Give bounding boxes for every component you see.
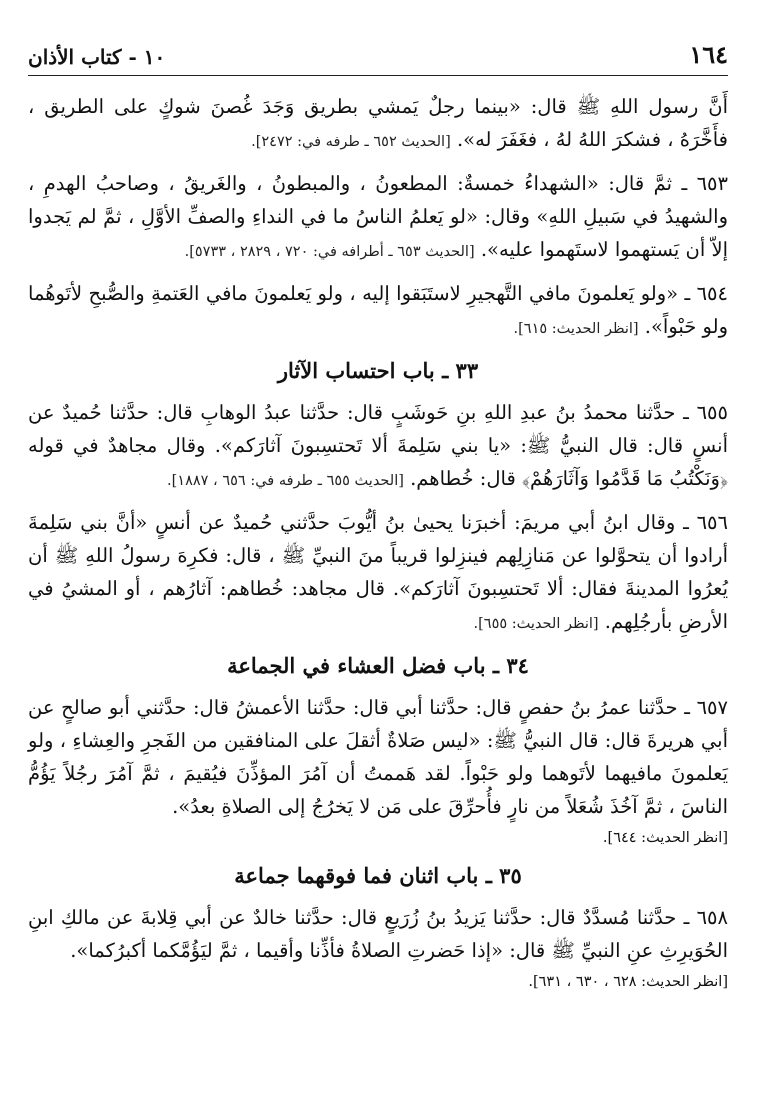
hadith-reference: [انظر الحديث: ٦١٥]. — [513, 321, 639, 337]
chapter-heading-34: ٣٤ ـ باب فضل العشاء في الجماعة — [227, 653, 529, 678]
hadith-658 — [28, 901, 728, 967]
hadith-reference: [الحديث ٦٥٥ ـ طرفه في: ٦٥٦ ، ١٨٨٧]. — [167, 473, 404, 489]
chapter-heading-33: ٣٣ ـ باب احتساب الآثار — [277, 358, 479, 383]
hadith-text: ٦٥٧ ـ حدَّثنا عمرُ بنُ حفصٍ قال: حدَّثنا أبي قال: حدَّثنا الأعمشُ قال: حدَّثني أبو صالحٍ عن أبي هريرةَ قال: قال النبيُّ ﷺ: «ليس صَلاةٌ أثقلَ على المنافقين من الفَجرِ والعِشاءِ ، ولو يَعلمونَ مافيهما لأتَوهما ولو حَبْواً. لقد هَممتُ أن آمُرَ المؤذِّنَ فيُقيمَ ، ثمَّ آمُرَ رجُلاً يَؤُمُّ الناسَ ، ثمَّ آخُذَ شُعَلاً من نارٍ فأُحرِّقَ على مَن لا يَخرُجُ إلى الصلاةِ بعدُ». — [28, 696, 728, 818]
hadith-reference: [الحديث ٦٥٣ ـ أطرافه في: ٧٢٠ ، ٢٨٢٩ ، ٥٧٣٣]. — [184, 244, 475, 260]
hadith-text: ٦٥٨ ـ حدَّثنا مُسدَّدٌ قال: حدَّثنا يَزيدُ بنُ زُرَيعٍ قال: حدَّثنا خالدٌ عن أبي قِلابةَ عن مالكِ ابنِ الحُوَيرِثِ عنِ النبيِّ ﷺ قال: «إذا حَضرتِ الصلاةُ فأذِّنا وأقيما ، ثمَّ ليَؤُمَّكما أكبرُكما». — [28, 906, 728, 962]
book-title: ١٠ - كتاب الأذان — [28, 45, 166, 69]
hadith-text: ٦٥٥ ـ حدَّثنا محمدُ بنُ عبدِ اللهِ بنِ حَوشَبٍ قال: حدَّثنا عبدُ الوهابِ قال: حدَّثنا حُميدٌ عن أنسٍ قال: قال النبيُّ ﷺ: «يا بني سَلِمةَ ألا تَحتسِبونَ آثارَكم». وقال مجاهدٌ في قوله ﴿وَنَكْتُبُ مَا قَدَّمُوا وَآثَارَهُمْ﴾ قال: خُطاهم. — [28, 401, 728, 490]
hadith-reference: [انظر الحديث: ٦٥٥]. — [473, 616, 599, 632]
hadith-658-reference: [انظر الحديث: ٦٢٨ ، ٦٣٠ ، ٦٣١]. — [528, 974, 728, 990]
hadith-reference: [الحديث ٦٥٢ ـ طرفه في: ٢٤٧٢]. — [251, 134, 451, 150]
hadith-652-continued — [28, 90, 728, 159]
page-header — [28, 40, 728, 76]
page — [28, 40, 728, 1003]
hadith-text: ٦٥٤ ـ «ولو يَعلمونَ مافي التَّهجيرِ لاستَبَقوا إليه ، ولو يَعلمونَ مافي العَتمةِ والصُّبحِ لأتَوهُما ولو حَبْواً». — [28, 282, 728, 338]
hadith-656 — [28, 506, 728, 641]
hadith-654 — [28, 277, 728, 346]
hadith-text: ٦٥٣ ـ ثمَّ قال: «الشهداءُ خمسةٌ: المطعونُ ، والمبطونُ ، والغَريقُ ، وصاحبُ الهدمِ ، والشهيدُ في سَبيلِ اللهِ» وقال: «لو يَعلمُ الناسُ ما في النداءِ والصفِّ الأوَّلِ ، ثمَّ لم يَجدوا إلاّ أن يَستهموا لاستَهموا عليه». — [28, 172, 728, 261]
hadith-653 — [28, 167, 728, 269]
hadith-657-reference: [انظر الحديث: ٦٤٤]. — [602, 830, 728, 846]
hadith-text: أَنَّ رسول اللهِ ﷺ قال: «بينما رجلٌ يَمشي بطريق وَجَدَ غُصنَ شوكٍ على الطريق ، فأَخَّرَهُ ، فشكرَ اللهُ لهُ ، فغَفَرَ له». — [28, 95, 728, 151]
chapter-heading-35: ٣٥ ـ باب اثنان فما فوقهما جماعة — [234, 863, 522, 888]
hadith-657 — [28, 691, 728, 823]
hadith-655 — [28, 396, 728, 498]
page-number: ١٦٤ — [689, 40, 728, 69]
hadith-text: ٦٥٦ ـ وقال ابنُ أبي مريمَ: أخبرَنا يحيىٰ بنُ أيُّوبَ حدَّثني حُميدٌ عن أنسٍ «أنَّ بني سَلِمةَ أرادوا أن يتحوَّلوا عن مَنازِلِهم فينزِلوا قريباً منَ النبيِّ ﷺ ، قال: فكرِهَ رسولُ اللهِ ﷺ أن يُعرُوا المدينةَ فقال: ألا تَحتسِبونَ آثارَكم». قال مجاهد: خُطاهم: آثارُهم ، أو المشيُ في الأرضِ بأرجُلِهم. — [28, 511, 728, 633]
